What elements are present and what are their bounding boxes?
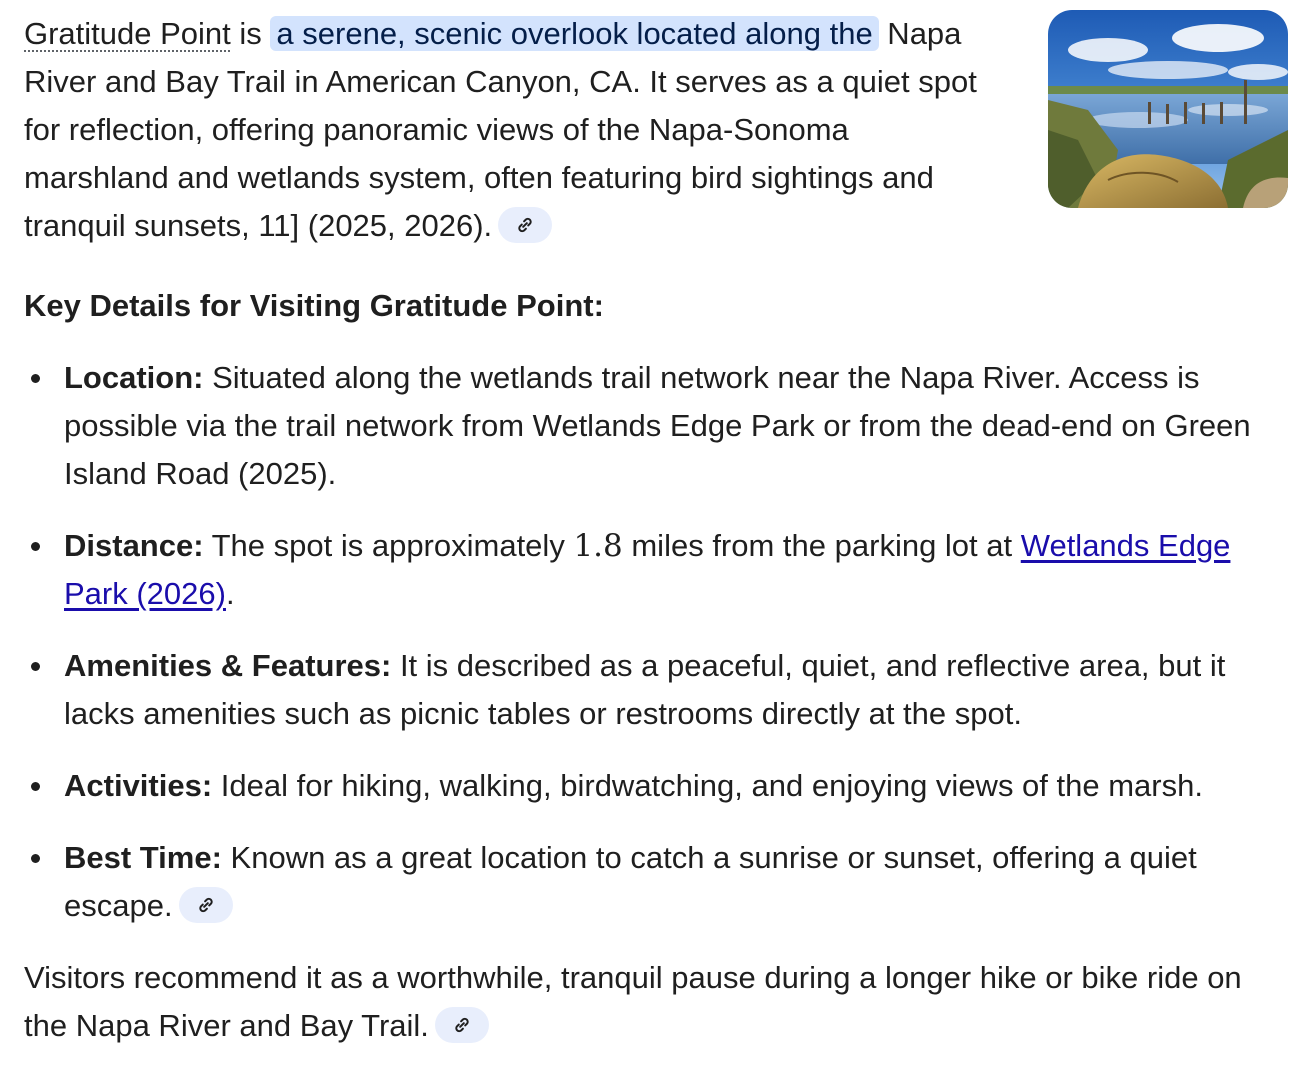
details-list <box>24 354 1284 930</box>
distance-value: 1.8 <box>573 528 623 564</box>
item-text: The spot is approximately <box>203 528 574 563</box>
intro-paragraph <box>24 10 984 250</box>
item-label: Location: <box>64 360 204 395</box>
item-label: Amenities & Features: <box>64 648 392 683</box>
item-text: It is described as a peaceful, quiet, and reflective area, but it lacks amenities such as picnic tables or restrooms directly at the spot. <box>64 648 1226 731</box>
item-text: . <box>225 576 235 611</box>
citation-chip-best-time[interactable] <box>179 887 233 923</box>
item-label: Activities: <box>64 768 213 803</box>
wetlands-edge-park-link[interactable]: Wetlands Edge Park (2026) <box>64 528 1231 611</box>
item-label: Best Time: <box>64 840 222 875</box>
closing-text: Visitors recommend it as a worthwhile, tranquil pause during a longer hike or bike ride on the Napa River and Bay Trail. <box>24 960 1242 1043</box>
citation-chip-closing[interactable] <box>435 1007 489 1043</box>
item-text: Situated along the wetlands trail network near the Napa River. Access is possible via the trail network from Wetlands Edge Park or from the dead-end on Green Island Road (2025). <box>64 360 1251 491</box>
intro-is: is <box>230 16 271 51</box>
citation-chip-intro[interactable] <box>498 207 552 243</box>
link-icon <box>514 214 536 236</box>
item-text: Known as a great location to catch a sunrise or sunset, offering a quiet escape. <box>64 840 1197 923</box>
marsh-photo-thumbnail[interactable] <box>1048 10 1288 208</box>
item-label: Distance: <box>64 528 204 563</box>
list-item-activities <box>24 762 1284 810</box>
term-gratitude-point[interactable]: Gratitude Point <box>24 16 231 51</box>
ai-overview-response <box>24 10 1284 1050</box>
highlighted-summary[interactable]: a serene, scenic overlook located along the <box>270 16 878 51</box>
link-icon <box>451 1014 473 1036</box>
link-icon <box>195 894 217 916</box>
key-details-heading: Key Details for Visiting Gratitude Point: <box>24 288 604 323</box>
list-item-location <box>24 354 1284 498</box>
list-item-distance <box>24 522 1284 618</box>
list-item-amenities <box>24 642 1284 738</box>
item-text: miles from the parking lot at <box>622 528 1021 563</box>
list-item-best-time <box>24 834 1284 930</box>
closing-paragraph <box>24 954 1284 1050</box>
item-text: Ideal for hiking, walking, birdwatching, and enjoying views of the marsh. <box>212 768 1203 803</box>
intro-section <box>24 10 1284 250</box>
marsh-photo-icon <box>1048 10 1288 208</box>
intro-rest: Napa River and Bay Trail in American Canyon, CA. It serves as a quiet spot for reflection, offering panoramic views of the Napa-Sonoma marshland and wetlands system, often featuring bird sightings and tranquil sunsets, 11] (2025, 2026). <box>24 16 977 243</box>
